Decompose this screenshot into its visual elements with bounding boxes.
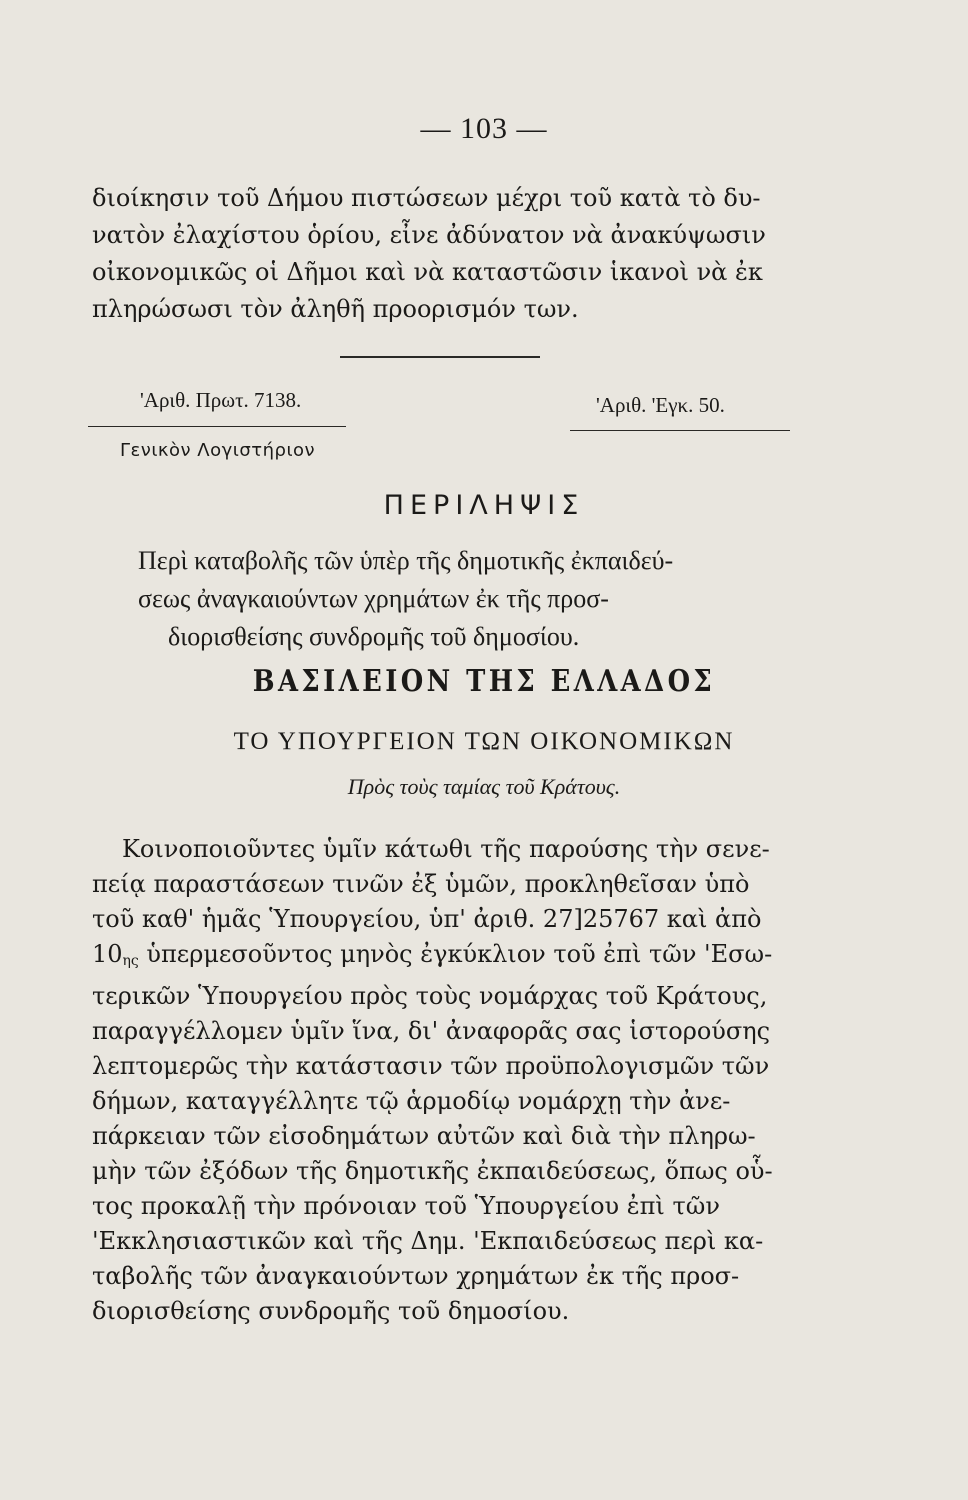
underline-right [570, 430, 790, 431]
date-ordinal: ης [122, 953, 139, 969]
text-line: ταβολῆς τῶν ἀναγκαιούντων χρημάτων ἐκ τῆς προσ- [92, 1262, 740, 1290]
underline-left [88, 426, 346, 427]
summary-text [138, 542, 798, 656]
text-line: οἰκονομικῶς οἱ Δῆμοι καὶ νὰ καταστῶσιν ἱκανοὶ νὰ ἐκ [92, 258, 763, 286]
kingdom-title: ΒΑΣΙΛΕΙΟΝ ΤΗΣ ΕΛΛΑΔΟΣ [252, 664, 716, 699]
text-line: ὑπερμεσοῦντος μηνὸς ἐγκύκλιον τοῦ ἐπὶ τῶν 'Εσω- [146, 940, 773, 968]
protocol-number: 'Αριθ. Πρωτ. 7138. [140, 388, 302, 412]
text-line: πάρκειαν τῶν εἰσοδημάτων αὐτῶν καὶ διὰ τὴν πληρω- [92, 1122, 756, 1150]
text-line: διοίκησιν τοῦ Δήμου πιστώσεων μέχρι τοῦ κατὰ τὸ δυ- [92, 184, 761, 212]
date-number: 10 [92, 940, 123, 968]
text-line-dated [92, 937, 792, 979]
text-line: πληρώσωσι τὸν ἀληθῆ προορισμόν των. [92, 295, 579, 323]
ministry-title: ΤΟ ΥΠΟΥΡΓΕΙΟΝ ΤΩΝ ΟΙΚΟΝΟΜΙΚΩΝ [233, 728, 735, 755]
issuing-office: Γενικὸν Λογιστήριον [120, 440, 316, 461]
text-line: τοῦ καθ' ἡμᾶς Ὑπουργείου, ὑπ' ἀριθ. 27]25767 καὶ ἀπὸ [92, 905, 762, 933]
summary-heading: ΠΕΡΙΛΗΨΙΣ [383, 490, 585, 521]
text-line: μὴν τῶν ἐξόδων τῆς δημοτικῆς ἐκπαιδεύσεως, ὅπως οὗ- [92, 1157, 773, 1185]
intro-paragraph [92, 180, 792, 328]
text-line: Περὶ καταβολῆς τῶν ὑπὲρ τῆς δημοτικῆς ἐκπαιδεύ- [138, 546, 674, 575]
text-line: λεπτομερῶς τὴν κατάστασιν τῶν προϋπολογισμῶν τῶν [92, 1052, 770, 1080]
text-line: πείᾳ παραστάσεων τινῶν ἐξ ὑμῶν, προκληθεῖσαν ὑπὸ [92, 870, 750, 898]
text-line: σεως ἀναγκαιούντων χρημάτων ἐκ τῆς προσ- [138, 584, 609, 613]
circular-number: 'Αριθ. 'Εγκ. 50. [596, 393, 725, 417]
text-line: Κοινοποιοῦντες ὑμῖν κάτωθι τῆς παρούσης τὴν σενε- [122, 835, 770, 863]
text-line: 'Εκκλησιαστικῶν καὶ τῆς Δημ. 'Εκπαιδεύσεως περὶ κα- [92, 1227, 764, 1255]
text-line: τος προκαλῇ τὴν πρόνοιαν τοῦ Ὑπουργείου ἐπὶ τῶν [92, 1192, 720, 1220]
text-line: διορισθείσης συνδρομῆς τοῦ δημοσίου. [168, 622, 580, 651]
page-number: — 103 — [420, 112, 548, 145]
text-line: διορισθείσης συνδρομῆς τοῦ δημοσίου. [92, 1297, 570, 1325]
body-paragraph [92, 832, 792, 1329]
text-line: δήμων, καταγγέλλητε τῷ ἁρμοδίῳ νομάρχῃ τὴν ἀνε- [92, 1087, 731, 1115]
text-line: νατὸν ἐλαχίστου ὁρίου, εἶνε ἀδύνατον νὰ ἀνακύψωσιν [92, 221, 766, 249]
addressee: Πρὸς τοὺς ταμίας τοῦ Κράτους. [347, 774, 621, 799]
section-divider [340, 356, 540, 358]
text-line: τερικῶν Ὑπουργείου πρὸς τοὺς νομάρχας τοῦ Κράτους, [92, 982, 768, 1010]
text-line: παραγγέλλομεν ὑμῖν ἵνα, δι' ἀναφορᾶς σας ἱστορούσης [92, 1017, 771, 1045]
